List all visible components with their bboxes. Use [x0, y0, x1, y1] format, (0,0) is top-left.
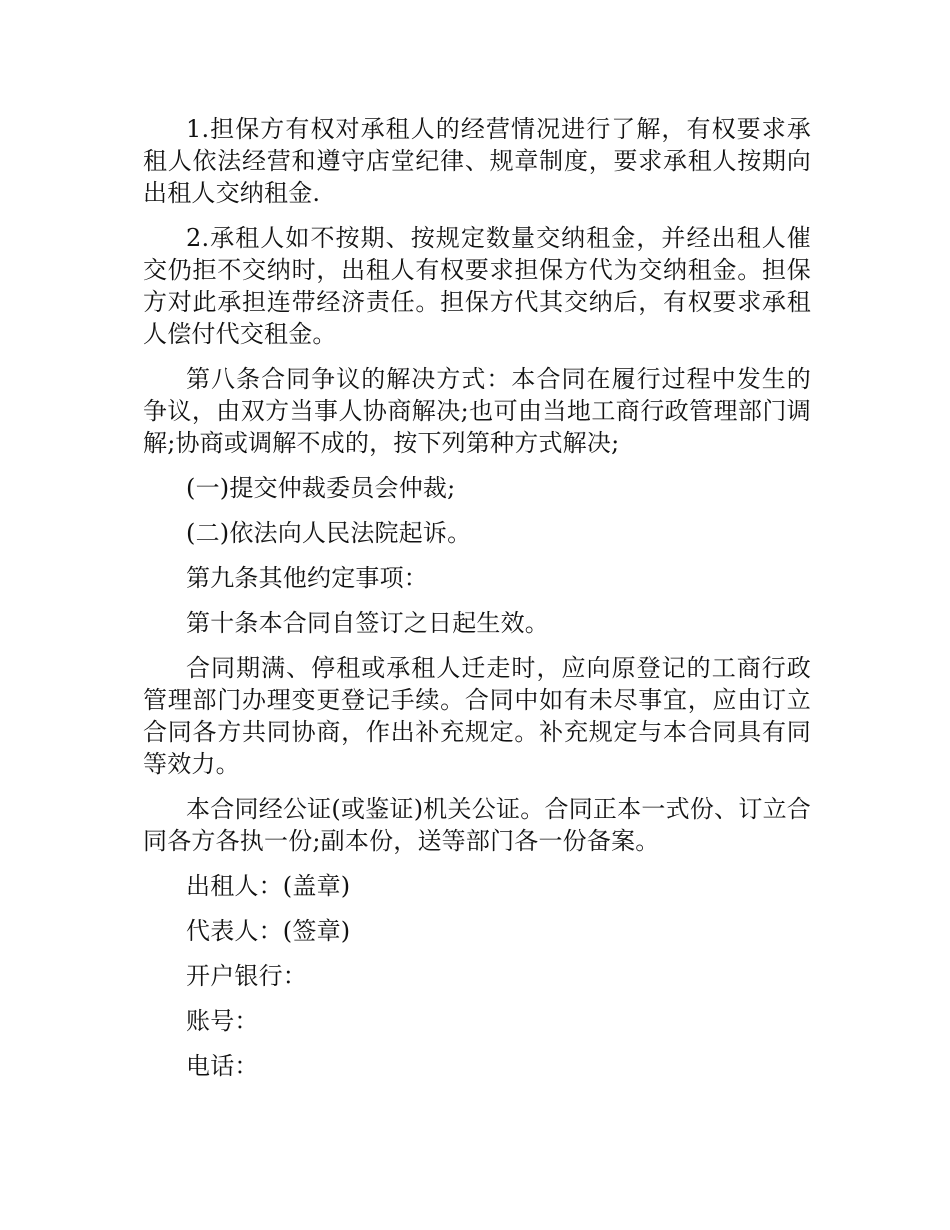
article-9-other-matters: 第九条其他约定事项：	[186, 564, 428, 592]
article-10-effective: 第十条本合同自签订之日起生效。	[186, 609, 549, 637]
document-body	[143, 113, 811, 1095]
field-phone: 电话：	[186, 1052, 259, 1080]
dispute-option-court: (二)依法向人民法院起诉。	[186, 519, 472, 547]
clause-guarantor-liability: 2.承租人如不按期、按规定数量交纳租金，并经出租人催交仍拒不交纳时，出租人有权要求担保方代为交纳租金。担保方对此承担连带经济责任。担保方代其交纳后，有权要求承租人偿付代交租金。	[143, 224, 811, 348]
clause-guarantor-rights: 1.担保方有权对承租人的经营情况进行了解，有权要求承租人依法经营和遵守店堂纪律、规章制度，要求承租人按期向出租人交纳租金.	[143, 115, 811, 207]
dispute-option-arbitration: (一)提交仲裁委员会仲裁;	[186, 474, 456, 502]
clause-notarization: 本合同经公证(或鉴证)机关公证。合同正本一式份、订立合同各方各执一份;副本份，送等部门各一份备案。	[143, 795, 811, 855]
article-8-dispute-resolution: 第八条合同争议的解决方式：本合同在履行过程中发生的争议，由双方当事人协商解决;也可由当地工商行政管理部门调解;协商或调解不成的，按下列第种方式解决;	[143, 365, 811, 457]
signature-representative: 代表人：(签章)	[186, 917, 351, 945]
clause-expiry-registration: 合同期满、停租或承租人迁走时，应向原登记的工商行政管理部门办理变更登记手续。合同中如有未尽事宜，应由订立合同各方共同协商，作出补充规定。补充规定与本合同具有同等效力。	[143, 654, 811, 778]
signature-lessor: 出租人：(盖章)	[186, 872, 351, 900]
field-account: 账号：	[186, 1007, 259, 1035]
field-bank: 开户银行：	[186, 962, 307, 990]
